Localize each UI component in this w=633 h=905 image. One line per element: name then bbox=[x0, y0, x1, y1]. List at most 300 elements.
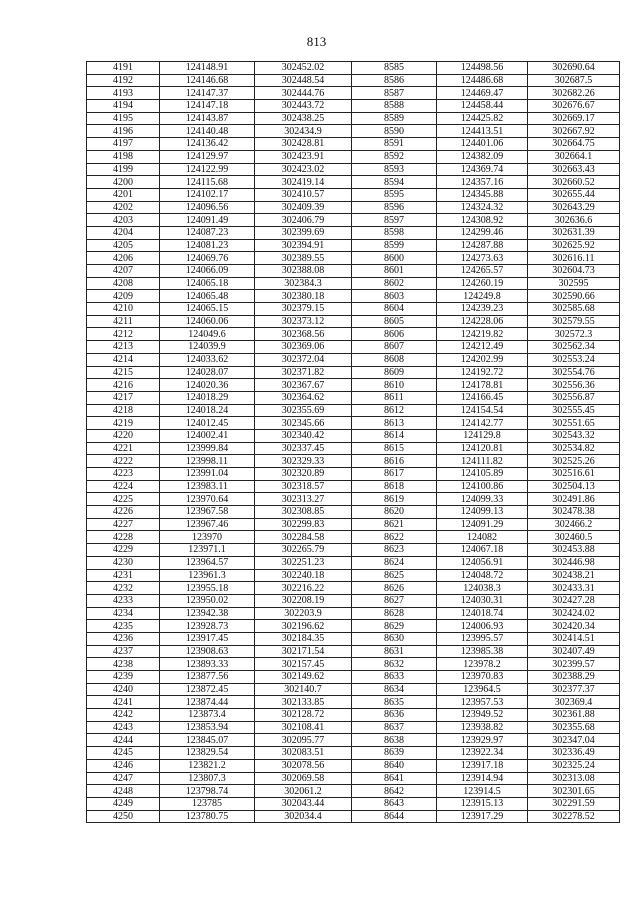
cell-point-number: 8626 bbox=[352, 582, 437, 595]
cell-y-coordinate: 302551.65 bbox=[528, 417, 620, 430]
cell-x-coordinate: 124087.23 bbox=[160, 226, 255, 239]
table-row bbox=[87, 214, 620, 227]
cell-y-coordinate: 302579.55 bbox=[528, 315, 620, 328]
cell-y-coordinate: 302516.61 bbox=[528, 468, 620, 481]
table-row bbox=[87, 62, 620, 75]
cell-point-number: 4230 bbox=[87, 556, 160, 569]
cell-y-coordinate: 302369.06 bbox=[255, 341, 352, 354]
cell-point-number: 8596 bbox=[352, 201, 437, 214]
cell-y-coordinate: 302355.69 bbox=[255, 404, 352, 417]
cell-y-coordinate: 302367.67 bbox=[255, 379, 352, 392]
cell-y-coordinate: 302313.08 bbox=[528, 772, 620, 785]
cell-x-coordinate: 123922.34 bbox=[437, 747, 528, 760]
cell-x-coordinate: 123961.3 bbox=[160, 569, 255, 582]
table-row bbox=[87, 468, 620, 481]
cell-point-number: 4218 bbox=[87, 404, 160, 417]
cell-x-coordinate: 124260.19 bbox=[437, 277, 528, 290]
cell-point-number: 8640 bbox=[352, 759, 437, 772]
cell-x-coordinate: 123917.18 bbox=[437, 759, 528, 772]
cell-point-number: 8635 bbox=[352, 696, 437, 709]
page-number: 813 bbox=[306, 34, 327, 49]
table-row bbox=[87, 138, 620, 151]
cell-y-coordinate: 302171.54 bbox=[255, 645, 352, 658]
cell-point-number: 8619 bbox=[352, 493, 437, 506]
cell-x-coordinate: 124382.09 bbox=[437, 150, 528, 163]
cell-point-number: 4239 bbox=[87, 671, 160, 684]
cell-y-coordinate: 302664.75 bbox=[528, 138, 620, 151]
cell-x-coordinate: 124369.74 bbox=[437, 163, 528, 176]
cell-x-coordinate: 123955.18 bbox=[160, 582, 255, 595]
table-row bbox=[87, 163, 620, 176]
cell-point-number: 4231 bbox=[87, 569, 160, 582]
cell-y-coordinate: 302388.29 bbox=[528, 671, 620, 684]
table-row bbox=[87, 696, 620, 709]
cell-point-number: 8587 bbox=[352, 87, 437, 100]
cell-x-coordinate: 124273.63 bbox=[437, 252, 528, 265]
table-row bbox=[87, 125, 620, 138]
cell-point-number: 4197 bbox=[87, 138, 160, 151]
cell-y-coordinate: 302149.62 bbox=[255, 671, 352, 684]
cell-point-number: 4212 bbox=[87, 328, 160, 341]
cell-point-number: 8593 bbox=[352, 163, 437, 176]
cell-x-coordinate: 124039.9 bbox=[160, 341, 255, 354]
cell-point-number: 4241 bbox=[87, 696, 160, 709]
cell-y-coordinate: 302371.82 bbox=[255, 366, 352, 379]
cell-y-coordinate: 302069.58 bbox=[255, 772, 352, 785]
cell-x-coordinate: 124033.62 bbox=[160, 353, 255, 366]
cell-y-coordinate: 302410.57 bbox=[255, 188, 352, 201]
cell-y-coordinate: 302534.82 bbox=[528, 442, 620, 455]
cell-y-coordinate: 302196.62 bbox=[255, 620, 352, 633]
cell-point-number: 8616 bbox=[352, 455, 437, 468]
cell-y-coordinate: 302414.51 bbox=[528, 632, 620, 645]
cell-y-coordinate: 302669.17 bbox=[528, 112, 620, 125]
cell-x-coordinate: 123942.38 bbox=[160, 607, 255, 620]
cell-x-coordinate: 124102.17 bbox=[160, 188, 255, 201]
cell-y-coordinate: 302660.52 bbox=[528, 176, 620, 189]
cell-y-coordinate: 302325.24 bbox=[528, 759, 620, 772]
cell-point-number: 4203 bbox=[87, 214, 160, 227]
cell-point-number: 4246 bbox=[87, 759, 160, 772]
cell-x-coordinate: 124096.56 bbox=[160, 201, 255, 214]
cell-point-number: 8591 bbox=[352, 138, 437, 151]
cell-x-coordinate: 124100.86 bbox=[437, 480, 528, 493]
table-row bbox=[87, 797, 620, 810]
cell-x-coordinate: 123928.73 bbox=[160, 620, 255, 633]
cell-y-coordinate: 302419.14 bbox=[255, 176, 352, 189]
cell-point-number: 8603 bbox=[352, 290, 437, 303]
cell-y-coordinate: 302655.44 bbox=[528, 188, 620, 201]
cell-x-coordinate: 124020.36 bbox=[160, 379, 255, 392]
cell-y-coordinate: 302128.72 bbox=[255, 709, 352, 722]
cell-y-coordinate: 302423.91 bbox=[255, 150, 352, 163]
cell-x-coordinate: 124469.47 bbox=[437, 87, 528, 100]
table-row bbox=[87, 607, 620, 620]
cell-x-coordinate: 124287.88 bbox=[437, 239, 528, 252]
cell-point-number: 8600 bbox=[352, 252, 437, 265]
cell-y-coordinate: 302083.51 bbox=[255, 747, 352, 760]
cell-y-coordinate: 302438.21 bbox=[528, 569, 620, 582]
cell-point-number: 8605 bbox=[352, 315, 437, 328]
cell-y-coordinate: 302491.86 bbox=[528, 493, 620, 506]
table-row bbox=[87, 709, 620, 722]
cell-y-coordinate: 302409.39 bbox=[255, 201, 352, 214]
cell-point-number: 8637 bbox=[352, 721, 437, 734]
cell-point-number: 8625 bbox=[352, 569, 437, 582]
cell-y-coordinate: 302361.88 bbox=[528, 709, 620, 722]
table-row bbox=[87, 658, 620, 671]
cell-y-coordinate: 302061.2 bbox=[255, 785, 352, 798]
cell-x-coordinate: 124458.44 bbox=[437, 100, 528, 113]
cell-y-coordinate: 302308.85 bbox=[255, 506, 352, 519]
cell-point-number: 8612 bbox=[352, 404, 437, 417]
cell-y-coordinate: 302407.49 bbox=[528, 645, 620, 658]
cell-x-coordinate: 123950.02 bbox=[160, 594, 255, 607]
cell-point-number: 4250 bbox=[87, 810, 160, 823]
cell-point-number: 4227 bbox=[87, 518, 160, 531]
cell-y-coordinate: 302373.12 bbox=[255, 315, 352, 328]
cell-y-coordinate: 302636.6 bbox=[528, 214, 620, 227]
cell-x-coordinate: 123853.94 bbox=[160, 721, 255, 734]
cell-x-coordinate: 124324.32 bbox=[437, 201, 528, 214]
cell-x-coordinate: 124345.88 bbox=[437, 188, 528, 201]
cell-point-number: 8607 bbox=[352, 341, 437, 354]
cell-y-coordinate: 302460.5 bbox=[528, 531, 620, 544]
cell-point-number: 8601 bbox=[352, 265, 437, 278]
cell-y-coordinate: 302590.66 bbox=[528, 290, 620, 303]
cell-point-number: 4224 bbox=[87, 480, 160, 493]
cell-x-coordinate: 124067.18 bbox=[437, 544, 528, 557]
cell-y-coordinate: 302434.9 bbox=[255, 125, 352, 138]
cell-x-coordinate: 124028.07 bbox=[160, 366, 255, 379]
cell-x-coordinate: 123893.33 bbox=[160, 658, 255, 671]
table-row bbox=[87, 150, 620, 163]
cell-y-coordinate: 302345.66 bbox=[255, 417, 352, 430]
cell-x-coordinate: 124192.72 bbox=[437, 366, 528, 379]
cell-y-coordinate: 302078.56 bbox=[255, 759, 352, 772]
cell-y-coordinate: 302320.89 bbox=[255, 468, 352, 481]
cell-point-number: 8599 bbox=[352, 239, 437, 252]
cell-y-coordinate: 302368.56 bbox=[255, 328, 352, 341]
cell-x-coordinate: 123998.11 bbox=[160, 455, 255, 468]
cell-x-coordinate: 123978.2 bbox=[437, 658, 528, 671]
cell-point-number: 8613 bbox=[352, 417, 437, 430]
cell-point-number: 4216 bbox=[87, 379, 160, 392]
table-row bbox=[87, 341, 620, 354]
cell-point-number: 8631 bbox=[352, 645, 437, 658]
cell-y-coordinate: 302140.7 bbox=[255, 683, 352, 696]
cell-x-coordinate: 123967.58 bbox=[160, 506, 255, 519]
cell-x-coordinate: 124265.57 bbox=[437, 265, 528, 278]
cell-x-coordinate: 124091.29 bbox=[437, 518, 528, 531]
cell-x-coordinate: 124147.37 bbox=[160, 87, 255, 100]
cell-point-number: 4240 bbox=[87, 683, 160, 696]
cell-y-coordinate: 302585.68 bbox=[528, 303, 620, 316]
cell-y-coordinate: 302318.57 bbox=[255, 480, 352, 493]
cell-point-number: 8594 bbox=[352, 176, 437, 189]
cell-y-coordinate: 302208.19 bbox=[255, 594, 352, 607]
cell-x-coordinate: 123957.53 bbox=[437, 696, 528, 709]
cell-x-coordinate: 124111.82 bbox=[437, 455, 528, 468]
table-row bbox=[87, 328, 620, 341]
cell-y-coordinate: 302301.65 bbox=[528, 785, 620, 798]
cell-point-number: 4191 bbox=[87, 62, 160, 75]
cell-point-number: 4247 bbox=[87, 772, 160, 785]
cell-point-number: 8617 bbox=[352, 468, 437, 481]
cell-point-number: 4207 bbox=[87, 265, 160, 278]
cell-point-number: 4206 bbox=[87, 252, 160, 265]
cell-point-number: 4194 bbox=[87, 100, 160, 113]
cell-point-number: 4193 bbox=[87, 87, 160, 100]
cell-x-coordinate: 124105.89 bbox=[437, 468, 528, 481]
cell-point-number: 8604 bbox=[352, 303, 437, 316]
cell-y-coordinate: 302504.13 bbox=[528, 480, 620, 493]
cell-x-coordinate: 123970.64 bbox=[160, 493, 255, 506]
cell-y-coordinate: 302682.26 bbox=[528, 87, 620, 100]
cell-point-number: 4214 bbox=[87, 353, 160, 366]
cell-point-number: 4215 bbox=[87, 366, 160, 379]
cell-x-coordinate: 123873.4 bbox=[160, 709, 255, 722]
table-row bbox=[87, 518, 620, 531]
cell-point-number: 8643 bbox=[352, 797, 437, 810]
cell-x-coordinate: 124212.49 bbox=[437, 341, 528, 354]
cell-y-coordinate: 302364.62 bbox=[255, 391, 352, 404]
cell-point-number: 4204 bbox=[87, 226, 160, 239]
cell-y-coordinate: 302384.3 bbox=[255, 277, 352, 290]
cell-y-coordinate: 302452.02 bbox=[255, 62, 352, 75]
cell-x-coordinate: 124146.68 bbox=[160, 74, 255, 87]
cell-x-coordinate: 123970.83 bbox=[437, 671, 528, 684]
cell-y-coordinate: 302043.44 bbox=[255, 797, 352, 810]
cell-x-coordinate: 124018.74 bbox=[437, 607, 528, 620]
table-row bbox=[87, 734, 620, 747]
cell-point-number: 8642 bbox=[352, 785, 437, 798]
table-row bbox=[87, 759, 620, 772]
cell-point-number: 8641 bbox=[352, 772, 437, 785]
cell-point-number: 4234 bbox=[87, 607, 160, 620]
table-row bbox=[87, 201, 620, 214]
cell-y-coordinate: 302448.54 bbox=[255, 74, 352, 87]
cell-x-coordinate: 123929.97 bbox=[437, 734, 528, 747]
table-row bbox=[87, 176, 620, 189]
cell-point-number: 4243 bbox=[87, 721, 160, 734]
cell-point-number: 4225 bbox=[87, 493, 160, 506]
table-row bbox=[87, 442, 620, 455]
cell-x-coordinate: 123970 bbox=[160, 531, 255, 544]
cell-x-coordinate: 123780.75 bbox=[160, 810, 255, 823]
table-row bbox=[87, 531, 620, 544]
cell-point-number: 4236 bbox=[87, 632, 160, 645]
cell-point-number: 4233 bbox=[87, 594, 160, 607]
cell-x-coordinate: 123971.1 bbox=[160, 544, 255, 557]
cell-x-coordinate: 124178.81 bbox=[437, 379, 528, 392]
cell-x-coordinate: 124056.91 bbox=[437, 556, 528, 569]
cell-point-number: 4200 bbox=[87, 176, 160, 189]
cell-x-coordinate: 124486.68 bbox=[437, 74, 528, 87]
cell-point-number: 4220 bbox=[87, 429, 160, 442]
cell-point-number: 4196 bbox=[87, 125, 160, 138]
cell-y-coordinate: 302433.31 bbox=[528, 582, 620, 595]
cell-y-coordinate: 302667.92 bbox=[528, 125, 620, 138]
cell-point-number: 4245 bbox=[87, 747, 160, 760]
table-row bbox=[87, 404, 620, 417]
cell-x-coordinate: 123999.84 bbox=[160, 442, 255, 455]
cell-x-coordinate: 124018.24 bbox=[160, 404, 255, 417]
cell-y-coordinate: 302443.72 bbox=[255, 100, 352, 113]
cell-y-coordinate: 302203.9 bbox=[255, 607, 352, 620]
cell-point-number: 8632 bbox=[352, 658, 437, 671]
cell-point-number: 8595 bbox=[352, 188, 437, 201]
cell-y-coordinate: 302034.4 bbox=[255, 810, 352, 823]
table-row bbox=[87, 721, 620, 734]
cell-x-coordinate: 123991.04 bbox=[160, 468, 255, 481]
cell-y-coordinate: 302446.98 bbox=[528, 556, 620, 569]
cell-y-coordinate: 302216.22 bbox=[255, 582, 352, 595]
cell-y-coordinate: 302388.08 bbox=[255, 265, 352, 278]
cell-x-coordinate: 124308.92 bbox=[437, 214, 528, 227]
cell-x-coordinate: 123915.13 bbox=[437, 797, 528, 810]
cell-x-coordinate: 124065.48 bbox=[160, 290, 255, 303]
cell-x-coordinate: 123967.46 bbox=[160, 518, 255, 531]
cell-x-coordinate: 124081.23 bbox=[160, 239, 255, 252]
table-row bbox=[87, 493, 620, 506]
cell-x-coordinate: 124120.81 bbox=[437, 442, 528, 455]
cell-point-number: 4209 bbox=[87, 290, 160, 303]
cell-y-coordinate: 302184.35 bbox=[255, 632, 352, 645]
cell-y-coordinate: 302428.81 bbox=[255, 138, 352, 151]
cell-x-coordinate: 124048.72 bbox=[437, 569, 528, 582]
cell-point-number: 8602 bbox=[352, 277, 437, 290]
cell-y-coordinate: 302466.2 bbox=[528, 518, 620, 531]
cell-point-number: 4235 bbox=[87, 620, 160, 633]
cell-point-number: 4199 bbox=[87, 163, 160, 176]
cell-point-number: 8628 bbox=[352, 607, 437, 620]
cell-point-number: 8633 bbox=[352, 671, 437, 684]
cell-x-coordinate: 124147.18 bbox=[160, 100, 255, 113]
cell-x-coordinate: 124030.31 bbox=[437, 594, 528, 607]
cell-x-coordinate: 124129.8 bbox=[437, 429, 528, 442]
cell-y-coordinate: 302108.41 bbox=[255, 721, 352, 734]
cell-x-coordinate: 124012.45 bbox=[160, 417, 255, 430]
cell-y-coordinate: 302340.42 bbox=[255, 429, 352, 442]
cell-x-coordinate: 124060.06 bbox=[160, 315, 255, 328]
cell-x-coordinate: 124049.6 bbox=[160, 328, 255, 341]
cell-point-number: 8636 bbox=[352, 709, 437, 722]
cell-point-number: 8621 bbox=[352, 518, 437, 531]
cell-x-coordinate: 124018.29 bbox=[160, 391, 255, 404]
cell-y-coordinate: 302604.73 bbox=[528, 265, 620, 278]
cell-y-coordinate: 302543.32 bbox=[528, 429, 620, 442]
cell-x-coordinate: 123874.44 bbox=[160, 696, 255, 709]
cell-y-coordinate: 302453.88 bbox=[528, 544, 620, 557]
cell-x-coordinate: 124357.16 bbox=[437, 176, 528, 189]
cell-y-coordinate: 302664.1 bbox=[528, 150, 620, 163]
cell-y-coordinate: 302278.52 bbox=[528, 810, 620, 823]
cell-y-coordinate: 302554.76 bbox=[528, 366, 620, 379]
table-row bbox=[87, 391, 620, 404]
cell-x-coordinate: 123938.82 bbox=[437, 721, 528, 734]
cell-y-coordinate: 302372.04 bbox=[255, 353, 352, 366]
cell-y-coordinate: 302377.37 bbox=[528, 683, 620, 696]
cell-point-number: 8586 bbox=[352, 74, 437, 87]
cell-y-coordinate: 302337.45 bbox=[255, 442, 352, 455]
cell-point-number: 8598 bbox=[352, 226, 437, 239]
table-row bbox=[87, 556, 620, 569]
cell-point-number: 4211 bbox=[87, 315, 160, 328]
cell-point-number: 4198 bbox=[87, 150, 160, 163]
table-row bbox=[87, 620, 620, 633]
table-row bbox=[87, 265, 620, 278]
cell-point-number: 8622 bbox=[352, 531, 437, 544]
table-row bbox=[87, 480, 620, 493]
cell-y-coordinate: 302562.34 bbox=[528, 341, 620, 354]
cell-x-coordinate: 124154.54 bbox=[437, 404, 528, 417]
cell-x-coordinate: 124401.06 bbox=[437, 138, 528, 151]
cell-point-number: 8589 bbox=[352, 112, 437, 125]
cell-y-coordinate: 302406.79 bbox=[255, 214, 352, 227]
cell-x-coordinate: 124498.56 bbox=[437, 62, 528, 75]
cell-x-coordinate: 124065.15 bbox=[160, 303, 255, 316]
cell-point-number: 8623 bbox=[352, 544, 437, 557]
cell-x-coordinate: 123914.5 bbox=[437, 785, 528, 798]
cell-y-coordinate: 302616.11 bbox=[528, 252, 620, 265]
cell-y-coordinate: 302399.69 bbox=[255, 226, 352, 239]
cell-y-coordinate: 302313.27 bbox=[255, 493, 352, 506]
cell-point-number: 4242 bbox=[87, 709, 160, 722]
cell-y-coordinate: 302399.57 bbox=[528, 658, 620, 671]
cell-point-number: 4232 bbox=[87, 582, 160, 595]
table-row bbox=[87, 188, 620, 201]
cell-point-number: 4192 bbox=[87, 74, 160, 87]
table-row bbox=[87, 315, 620, 328]
cell-point-number: 4237 bbox=[87, 645, 160, 658]
cell-point-number: 4213 bbox=[87, 341, 160, 354]
cell-point-number: 4195 bbox=[87, 112, 160, 125]
cell-x-coordinate: 124099.33 bbox=[437, 493, 528, 506]
table-row bbox=[87, 74, 620, 87]
cell-x-coordinate: 123821.2 bbox=[160, 759, 255, 772]
cell-y-coordinate: 302347.04 bbox=[528, 734, 620, 747]
cell-x-coordinate: 123785 bbox=[160, 797, 255, 810]
cell-y-coordinate: 302133.85 bbox=[255, 696, 352, 709]
table-row bbox=[87, 366, 620, 379]
cell-x-coordinate: 124038.3 bbox=[437, 582, 528, 595]
cell-x-coordinate: 123914.94 bbox=[437, 772, 528, 785]
cell-y-coordinate: 302553.24 bbox=[528, 353, 620, 366]
cell-y-coordinate: 302631.39 bbox=[528, 226, 620, 239]
table-row bbox=[87, 226, 620, 239]
table-row bbox=[87, 810, 620, 823]
cell-point-number: 4249 bbox=[87, 797, 160, 810]
cell-y-coordinate: 302157.45 bbox=[255, 658, 352, 671]
table-row bbox=[87, 569, 620, 582]
cell-x-coordinate: 123983.11 bbox=[160, 480, 255, 493]
cell-x-coordinate: 123807.3 bbox=[160, 772, 255, 785]
cell-x-coordinate: 124136.42 bbox=[160, 138, 255, 151]
cell-x-coordinate: 123908.63 bbox=[160, 645, 255, 658]
cell-x-coordinate: 123877.56 bbox=[160, 671, 255, 684]
cell-x-coordinate: 124202.99 bbox=[437, 353, 528, 366]
cell-y-coordinate: 302265.79 bbox=[255, 544, 352, 557]
cell-point-number: 4228 bbox=[87, 531, 160, 544]
cell-x-coordinate: 124425.82 bbox=[437, 112, 528, 125]
table-row bbox=[87, 353, 620, 366]
cell-point-number: 8615 bbox=[352, 442, 437, 455]
table-row bbox=[87, 87, 620, 100]
cell-y-coordinate: 302336.49 bbox=[528, 747, 620, 760]
cell-y-coordinate: 302444.76 bbox=[255, 87, 352, 100]
cell-point-number: 4222 bbox=[87, 455, 160, 468]
